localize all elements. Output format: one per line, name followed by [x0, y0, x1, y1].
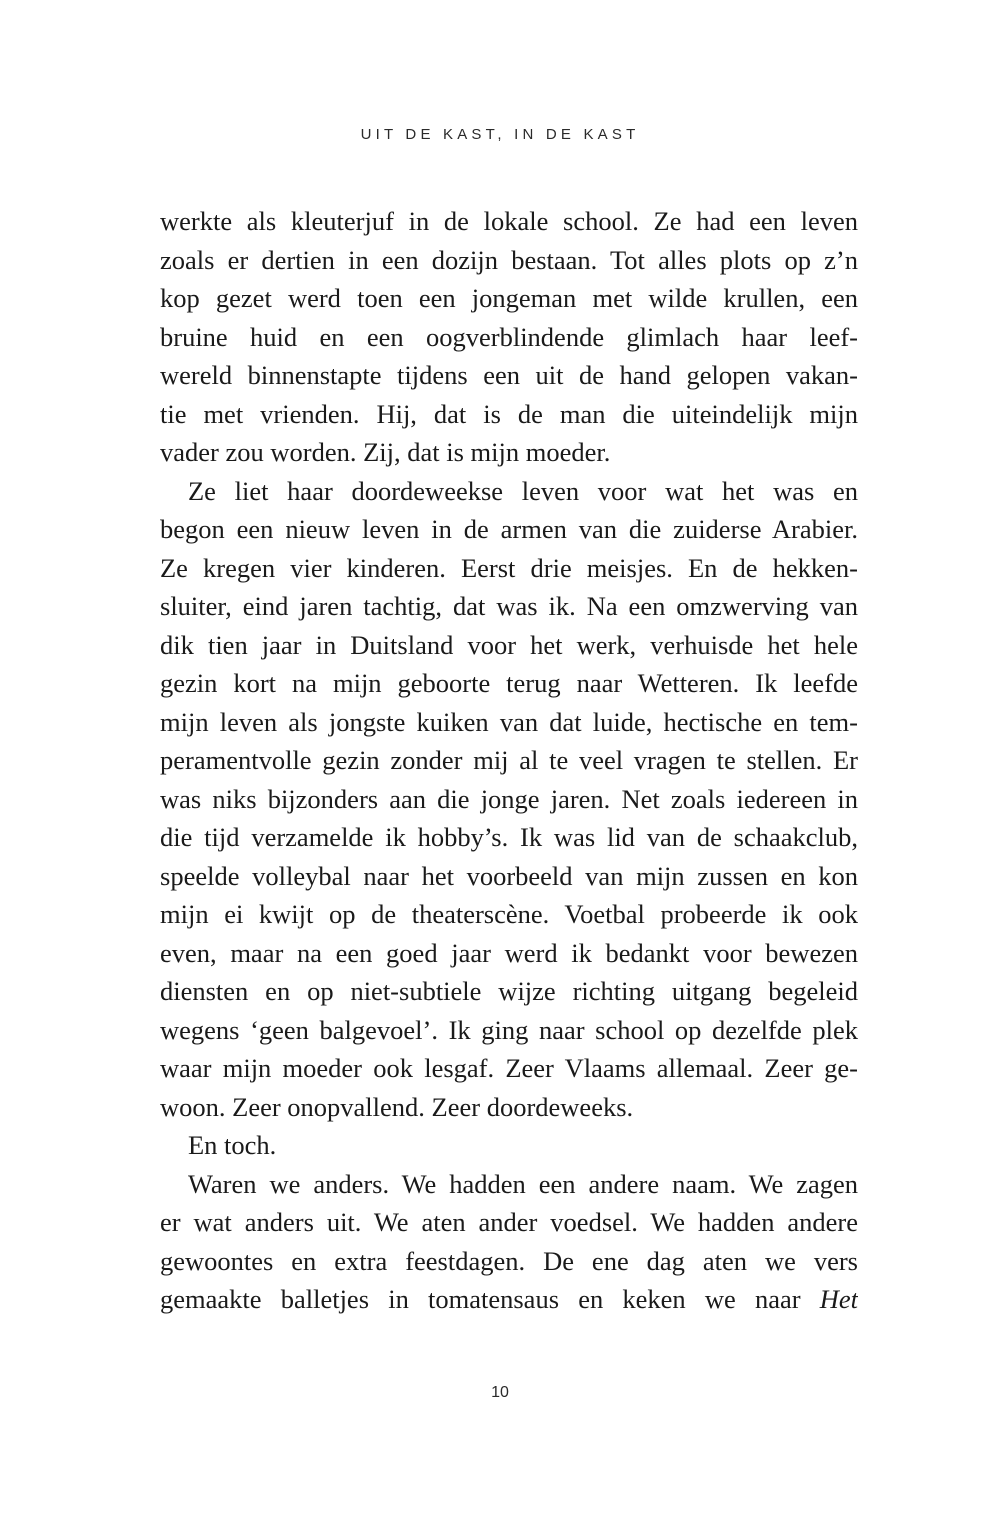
text-line: woon. Zeer onopvallend. Zeer doordeweeks.: [160, 1091, 634, 1122]
text-line: begon een nieuw leven in de armen van die zuiderse Arabier.: [160, 514, 858, 544]
text-line: wegens ‘geen balgevoel’. Ik ging naar school op dezelfde plek: [160, 1014, 858, 1045]
text-line: vader zou worden. Zij, dat is mijn moeder.: [160, 437, 611, 467]
text-line: tie met vrienden. Hij, dat is de man die uiteindelijk mijn: [160, 398, 858, 429]
text-line: die tijd verzamelde ik hobby’s. Ik was lid van de schaakclub,: [160, 822, 858, 852]
text-line: mijn leven als jongste kuiken van dat luide, hectische en tem-: [160, 706, 858, 737]
text-line: diensten en op niet-subtiele wijze richting uitgang begeleid: [160, 976, 858, 1006]
page-number: 10: [491, 1384, 509, 1401]
paragraph-first-line: Waren we anders. We hadden een andere naam. We zagen: [188, 1168, 858, 1199]
text-line: peramentvolle gezin zonder mij al te veel vragen te stellen. Er: [160, 745, 858, 775]
text-line: bruine huid en een oogverblindende glimlach haar leef-: [160, 321, 858, 352]
paragraph-first-line: Ze liet haar doordeweekse leven voor wat het was en: [188, 475, 858, 506]
text-line: werkte als kleuterjuf in de lokale school. Ze had een leven: [160, 206, 858, 236]
text-line: kop gezet werd toen een jongeman met wilde krullen, een: [160, 283, 858, 313]
italic-title: Het: [819, 1284, 858, 1314]
text-line: gewoontes en extra feestdagen. De ene dag aten we vers: [160, 1245, 858, 1276]
paragraph-first-line: En toch.: [188, 1130, 277, 1160]
text-line: [160, 1280, 858, 1319]
text-line: mijn ei kwijt op de theaterscène. Voetbal probeerde ik ook: [160, 899, 858, 929]
text-line: Ze kregen vier kinderen. Eerst drie meisjes. En de hekken-: [160, 552, 858, 583]
text-line: zoals er dertien in een dozijn bestaan. Tot alles plots op z’n: [160, 244, 858, 275]
text-line: even, maar na een goed jaar werd ik bedankt voor bewezen: [160, 937, 858, 968]
text-line: sluiter, eind jaren tachtig, dat was ik. Na een omzwerving van: [160, 591, 858, 621]
body-text: [160, 202, 858, 1319]
text-line: speelde volleybal naar het voorbeeld van mijn zussen en kon: [160, 860, 858, 891]
text-line: er wat anders uit. We aten ander voedsel. We hadden andere: [160, 1207, 858, 1237]
text-segment: gemaakte balletjes in tomatensaus en keken we naar: [160, 1284, 801, 1314]
text-line: dik tien jaar in Duitsland voor het werk, verhuisde het hele: [160, 629, 858, 660]
text-line: gezin kort na mijn geboorte terug naar Wetteren. Ik leefde: [160, 668, 858, 698]
running-header: UIT DE KAST, IN DE KAST: [360, 126, 640, 143]
text-line: was niks bijzonders aan die jonge jaren. Net zoals iedereen in: [160, 783, 858, 814]
text-line: wereld binnenstapte tijdens een uit de hand gelopen vakan-: [160, 360, 858, 390]
text-line: waar mijn moeder ook lesgaf. Zeer Vlaams allemaal. Zeer ge-: [160, 1053, 858, 1083]
